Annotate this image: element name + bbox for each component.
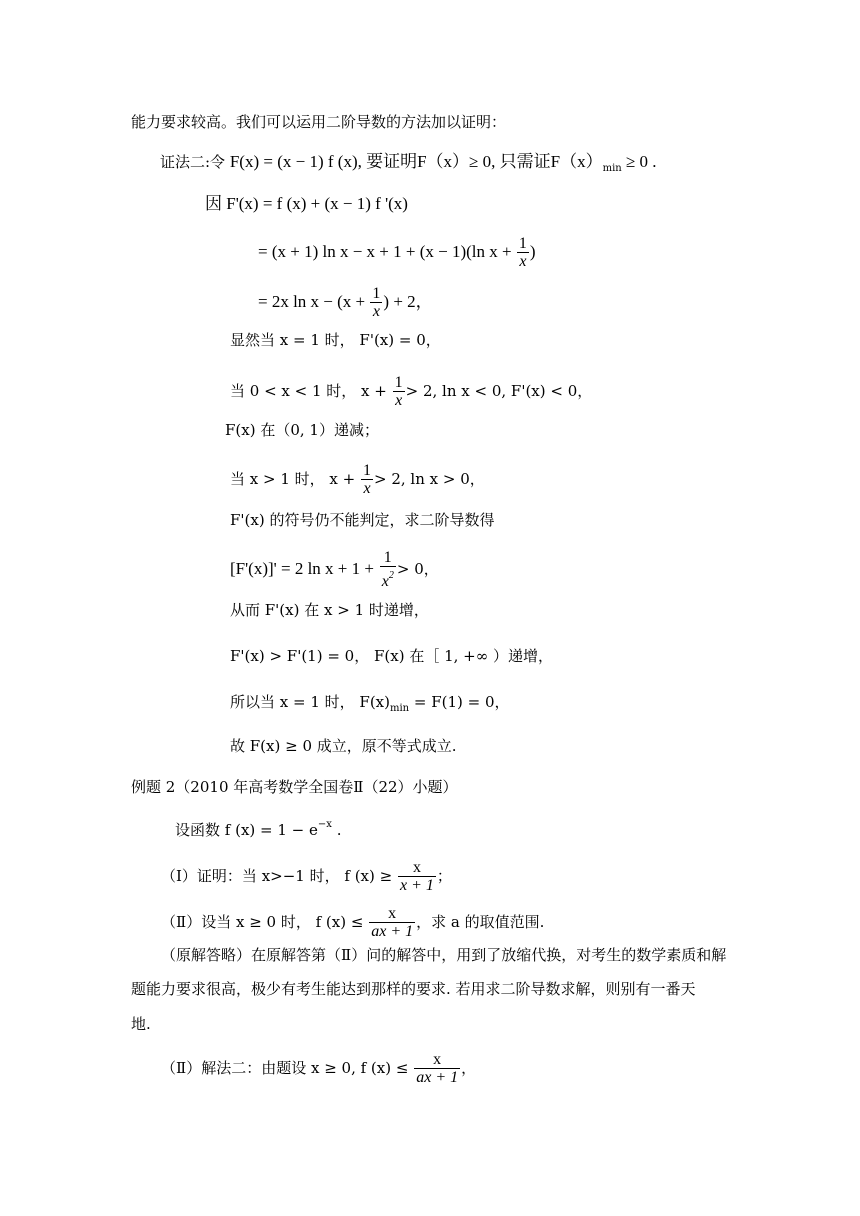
case-x-between-0-and-1 [230, 375, 592, 409]
increasing-function-line: F'(x) > F'(1) = 0， F(x) 在［ 1, +∞ ）递增， [230, 647, 554, 665]
expr-text: [F'(x)]' = 2 ln x + 1 + [230, 559, 374, 578]
case-x-greater-1 [230, 463, 485, 497]
fraction-denominator: x [370, 302, 382, 320]
expr-text: > 2, ln x < 0, F'(x) < 0， [405, 382, 593, 400]
second-derivative-intro: F'(x) 的符号仍不能判定，求二阶导数得 [230, 511, 495, 529]
expr-text: （Ⅰ）证明：当 x>−1 时， f (x) ≥ [161, 867, 393, 885]
expr-text: > 0， [396, 560, 439, 578]
expr-text: = (x + 1) ln x − x + 1 + (x − 1)(ln x + [258, 241, 512, 261]
expr-text: > 2, ln x > 0， [374, 470, 485, 488]
expr-text: ， [461, 1059, 477, 1077]
expr-text: 当 0 < x < 1 时， x + [230, 382, 387, 400]
expr-text: ，求 a 的取值范围. [416, 913, 545, 931]
case-x-equals-1: 显然当 x = 1 时， F'(x) = 0， [230, 331, 441, 349]
min-subscript: min [389, 703, 410, 714]
fraction-numerator: 1 [383, 549, 392, 566]
paragraph-line: 地. [131, 1015, 151, 1033]
fraction-denominator [380, 566, 396, 590]
proof-label: 证法二:令 [160, 153, 226, 171]
fraction-denominator: x [517, 252, 529, 270]
part-two-solution-two [161, 1052, 476, 1086]
fraction-denominator: x [361, 479, 373, 497]
expr-text: ； [436, 867, 452, 885]
expr-text: （Ⅱ）解法二：由题设 x ≥ 0, f (x) ≤ [161, 1059, 409, 1077]
expr-text: . [331, 821, 342, 839]
decreasing-line: F(x) 在（0, 1）递减； [225, 421, 379, 439]
example-heading: 例题 2（2010 年高考数学全国卷Ⅱ（22）小题） [131, 778, 458, 796]
paragraph-line: （原解答略）在原解答第（Ⅱ）问的解答中，用到了放缩代换，对考生的数学素质和解 [161, 946, 727, 964]
fraction-denominator: x [393, 391, 405, 409]
fraction-numerator: 1 [363, 462, 371, 479]
fraction-numerator: x [388, 905, 397, 922]
paragraph-line: 题能力要求很高，极少有考生能达到那样的要求. 若用求二阶导数求解，则别有一番天 [131, 980, 696, 998]
expr-text: 设函数 f (x) = 1 − e [175, 821, 318, 839]
derivative-line: 因 F'(x) = f (x) + (x − 1) f '(x) [205, 194, 408, 213]
expr-text: ) [529, 241, 536, 261]
fraction-numerator: 1 [394, 374, 403, 391]
fraction-numerator: x [412, 859, 421, 876]
fraction-denominator: x + 1 [399, 877, 434, 894]
derivative-expansion-line [258, 236, 536, 270]
expr-text: ) + 2， [383, 291, 433, 311]
fraction-numerator: 1 [518, 235, 527, 252]
increasing-derivative-line: 从而 F'(x) 在 x > 1 时递增， [230, 601, 429, 619]
fraction [414, 1052, 460, 1086]
proof-statement-end: ≥ 0 . [621, 152, 657, 171]
fraction [370, 286, 382, 320]
fraction-numerator: x [433, 1051, 442, 1068]
function-definition [175, 815, 341, 840]
second-derivative-line [230, 550, 439, 590]
intro-line: 能力要求较高。我们可以运用二阶导数的方法加以证明： [131, 113, 507, 131]
expr-text: = F(1) = 0， [409, 693, 510, 711]
exponent: −x [317, 819, 332, 830]
expr-text: （Ⅱ）设当 x ≥ 0 时， f (x) ≤ [161, 913, 364, 931]
part-one-statement [161, 860, 452, 894]
minimum-value-line [230, 692, 510, 719]
derivative-simplified-line [258, 286, 433, 320]
exponent: 2 [388, 570, 394, 581]
fraction-denominator-base: x [381, 573, 389, 590]
conclusion-line: 故 F(x) ≥ 0 成立，原不等式成立. [230, 737, 457, 755]
fraction-denominator: ax + 1 [416, 1069, 459, 1086]
part-two-statement [161, 906, 544, 940]
fraction-denominator: ax + 1 [371, 923, 414, 940]
min-subscript: min [602, 163, 622, 174]
proof-statement: F(x) = (x − 1) f (x), 要证明F（x）≥ 0, 只需证F（x） [229, 152, 603, 171]
fraction [398, 860, 436, 894]
fraction [361, 463, 373, 497]
expr-text: 所以当 x = 1 时， F(x) [230, 693, 390, 711]
proof-method-two-line [160, 152, 657, 179]
fraction [369, 906, 415, 940]
fraction-numerator: 1 [372, 285, 381, 302]
fraction [380, 550, 396, 590]
expr-text: 当 x > 1 时， x + [230, 470, 356, 488]
fraction [517, 236, 529, 270]
fraction [393, 375, 405, 409]
expr-text: = 2x ln x − (x + [258, 291, 366, 311]
